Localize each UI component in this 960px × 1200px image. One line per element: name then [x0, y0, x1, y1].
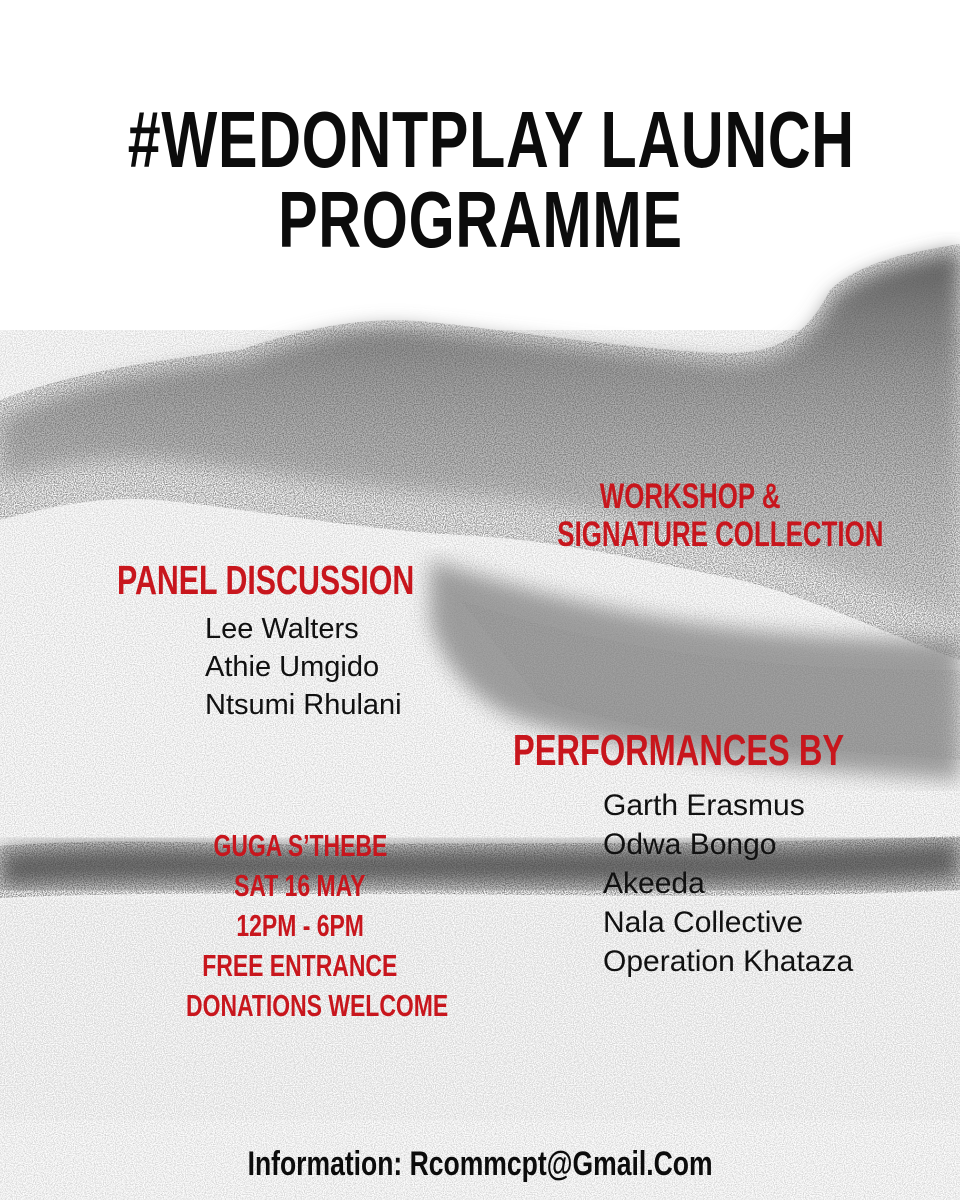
title-line-2: PROGRAMME — [277, 175, 683, 264]
workshop-heading: WORKSHOP & SIGNATURE COLLECTION — [557, 477, 884, 554]
list-item: Garth Erasmus — [603, 789, 805, 822]
performances-heading: PERFORMANCES BY — [513, 726, 845, 775]
title-line-1: #WEDONTPLAY LAUNCH — [127, 95, 855, 184]
list-item: Akeeda — [603, 867, 705, 900]
performers-list — [603, 786, 853, 981]
list-item: Lee Walters — [205, 613, 359, 645]
list-item: Odwa Bongo — [603, 828, 777, 861]
event-time: 12PM - 6PM — [236, 908, 364, 943]
footer-info — [0, 1144, 960, 1184]
list-item: Nala Collective — [603, 906, 804, 939]
event-venue: GUGA S’THEBE — [213, 828, 387, 863]
event-info — [140, 826, 460, 1026]
panel-discussion-heading: PANEL DISCUSSION — [117, 557, 415, 603]
list-item: Athie Umgido — [205, 651, 380, 683]
event-date: SAT 16 MAY — [234, 868, 366, 903]
panel-names-list — [205, 610, 402, 724]
footer-email-link[interactable]: Rcommcpt@Gmail.Com — [409, 1145, 713, 1183]
list-item: Ntsumi Rhulani — [205, 689, 402, 721]
event-donations: DONATIONS WELCOME — [186, 988, 449, 1023]
event-entrance: FREE ENTRANCE — [202, 948, 398, 983]
list-item: Operation Khataza — [603, 945, 854, 978]
footer-label: Information: — [247, 1145, 403, 1183]
